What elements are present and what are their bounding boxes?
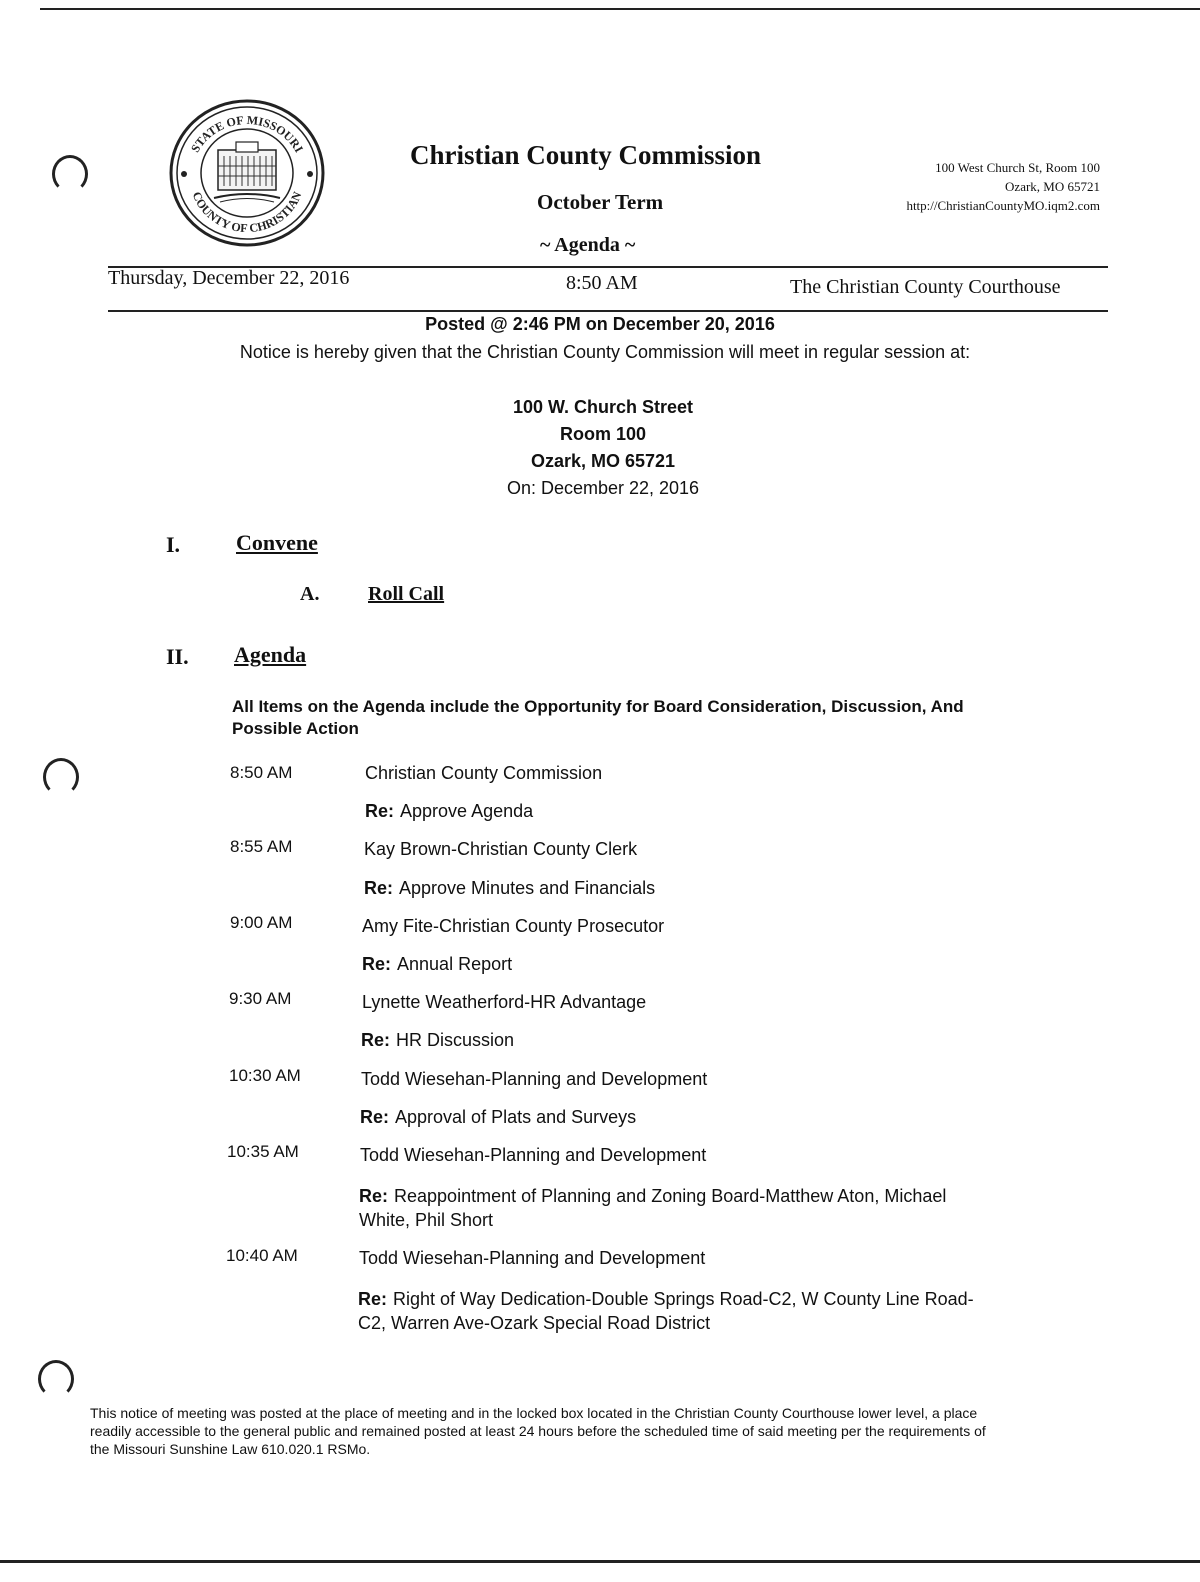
commission-title: Christian County Commission — [410, 140, 762, 170]
website-link[interactable]: http://ChristianCountyMO.iqm2.com — [906, 198, 1100, 213]
item-presenter: Lynette Weatherford-HR Advantage — [362, 992, 647, 1012]
item-subject-text: HR Discussion — [396, 1030, 515, 1050]
re-label: Re: — [361, 1030, 391, 1050]
item-presenter: Amy Fite-Christian County Prosecutor — [362, 916, 665, 936]
agenda-intro: All Items on the Agenda include the Opportunity for Board Consideration, Discussion, And Possible Action — [232, 697, 964, 738]
venue-street: 100 W. Church Street — [512, 397, 694, 417]
item-subject — [362, 952, 512, 976]
item-subject-text: Approval of Plats and Surveys — [395, 1107, 637, 1127]
item-subject-text: Annual Report — [397, 954, 513, 974]
section-title-convene: Convene — [236, 530, 318, 555]
address-street: 100 West Church St, Room 100 — [935, 160, 1100, 175]
item-presenter: Christian County Commission — [365, 763, 603, 783]
item-time: 8:50 AM — [230, 763, 293, 782]
term-label: October Term — [537, 190, 664, 214]
item-presenter: Kay Brown-Christian County Clerk — [364, 839, 638, 859]
item-presenter: Todd Wiesehan-Planning and Development — [361, 1069, 708, 1089]
venue-room: Room 100 — [559, 424, 647, 444]
punch-hole — [38, 1360, 74, 1398]
item-subject — [365, 799, 533, 823]
item-subject-text: Reappointment of Planning and Zoning Board-Matthew Aton, Michael White, Phil Short — [359, 1186, 947, 1230]
commission-address — [860, 158, 1100, 215]
venue-city: Ozark, MO 65721 — [530, 451, 676, 471]
re-label: Re: — [359, 1186, 389, 1206]
item-time: 8:55 AM — [230, 837, 293, 856]
header-divider — [108, 310, 1108, 312]
county-seal-logo — [168, 98, 326, 248]
posted-notice: Posted @ 2:46 PM on December 20, 2016 — [425, 314, 775, 334]
svg-text:COUNTY OF CHRISTIAN: COUNTY OF CHRISTIAN — [189, 189, 305, 236]
roll-call-title: Roll Call — [368, 583, 445, 605]
punch-hole — [52, 155, 88, 193]
venue-address — [0, 394, 1200, 502]
item-subject — [360, 1105, 636, 1129]
re-label: Re: — [364, 878, 394, 898]
subsection-letter: A. — [300, 583, 320, 605]
item-time: 9:30 AM — [229, 989, 292, 1008]
item-presenter: Todd Wiesehan-Planning and Development — [359, 1248, 706, 1268]
item-time: 10:35 AM — [227, 1142, 299, 1161]
venue-date: On: December 22, 2016 — [506, 478, 700, 498]
punch-hole — [43, 758, 79, 796]
meeting-location: The Christian County Courthouse — [790, 276, 1061, 298]
item-presenter: Todd Wiesehan-Planning and Development — [360, 1145, 707, 1165]
item-time: 10:30 AM — [229, 1066, 301, 1085]
address-city: Ozark, MO 65721 — [1005, 179, 1100, 194]
item-time: 9:00 AM — [230, 913, 293, 932]
item-time: 10:40 AM — [226, 1246, 298, 1265]
item-subject-text: Approve Agenda — [400, 801, 534, 821]
agenda-heading: ~ Agenda ~ — [540, 234, 636, 256]
section-number: II. — [166, 644, 189, 669]
item-subject — [358, 1287, 998, 1335]
item-subject — [359, 1184, 979, 1232]
item-subject-text: Right of Way Dedication-Double Springs Road-C2, W County Line Road-C2, Warren Ave-Ozark Special Road District — [358, 1289, 974, 1333]
item-subject-text: Approve Minutes and Financials — [399, 878, 656, 898]
svg-text:STATE OF MISSOURI: STATE OF MISSOURI — [188, 112, 307, 155]
bottom-border-line — [0, 1560, 1200, 1563]
item-subject — [361, 1028, 514, 1052]
top-border-line — [40, 8, 1200, 10]
posting-footer-notice: This notice of meeting was posted at the place of meeting and in the locked box located in the Christian County Courthouse lower level, a place readily accessible to the general public and remained posted at least 24 hours before the scheduled time of said meeting per the requirements of the Missouri Sunshine Law 610.020.1 RSMo. — [90, 1405, 986, 1457]
re-label: Re: — [360, 1107, 390, 1127]
section-number: I. — [166, 532, 181, 557]
re-label: Re: — [365, 801, 395, 821]
section-title-agenda: Agenda — [234, 642, 307, 667]
meeting-date: Thursday, December 22, 2016 — [108, 267, 350, 289]
re-label: Re: — [362, 954, 392, 974]
meeting-time: 8:50 AM — [566, 272, 638, 294]
session-notice: Notice is hereby given that the Christian County Commission will meet in regular session at: — [239, 342, 971, 362]
item-subject — [364, 876, 655, 900]
re-label: Re: — [358, 1289, 388, 1309]
